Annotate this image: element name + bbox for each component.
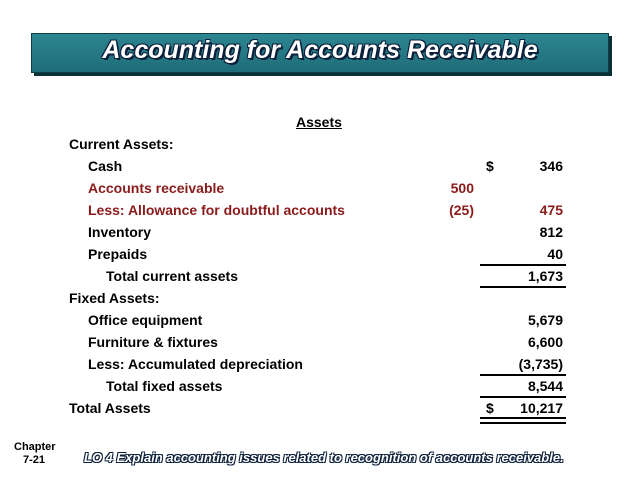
furniture-value: 6,600 [527,334,563,350]
depreciation-row [0,354,638,374]
chapter-word: Chapter [14,441,56,453]
furniture-label: Furniture & fixtures [88,334,218,350]
assets-header-row [0,112,638,132]
prepaids-row [0,244,638,264]
total-current-assets-value: 1,673 [527,268,563,284]
office-equipment-value: 5,679 [527,312,563,328]
furniture-row [0,332,638,352]
total-assets-value: 10,217 [520,400,563,416]
chapter-label [14,441,54,467]
total-current-assets-label: Total current assets [106,268,239,284]
slide-title: Accounting for Accounts Receivable [102,36,538,64]
accounts-receivable-row [0,178,638,198]
learning-objective: LO 4 Explain accounting issues related to recognition of accounts receivable. [84,450,564,465]
cash-dollar-sign: $ [486,158,494,174]
total-assets-dollar-sign: $ [486,400,494,416]
accounts-receivable-label: Accounts receivable [88,180,225,196]
office-equipment-row [0,310,638,330]
allowance-value: (25) [449,202,474,218]
office-equipment-label: Office equipment [88,312,203,328]
cash-value: 346 [539,158,563,174]
total-fixed-assets-label: Total fixed assets [106,378,223,394]
prepaids-value: 40 [547,246,563,262]
fixed-assets-heading: Fixed Assets: [69,290,160,306]
title-banner [31,33,609,73]
total-fixed-assets-value: 8,544 [527,378,563,394]
total-assets-double-underline [480,417,566,424]
assets-header: Assets [296,114,342,130]
inventory-row [0,222,638,242]
cash-label: Cash [88,158,123,174]
net-receivable-value: 475 [539,202,563,218]
allowance-label: Less: Allowance for doubtful accounts [88,202,345,218]
chapter-number: 7-21 [22,454,46,466]
depreciation-label: Less: Accumulated depreciation [88,356,303,372]
fixed-assets-heading-row [0,288,638,308]
current-assets-heading-row [0,134,638,154]
total-current-assets-row [0,266,638,286]
total-assets-label: Total Assets [69,400,151,416]
cash-row [0,156,638,176]
depreciation-value: (3,735) [518,356,563,372]
allowance-row [0,200,638,220]
inventory-label: Inventory [88,224,152,240]
total-assets-row [0,398,638,418]
accounts-receivable-value: 500 [450,180,474,196]
total-fixed-assets-row [0,376,638,396]
current-assets-heading: Current Assets: [69,136,174,152]
prepaids-label: Prepaids [88,246,148,262]
inventory-value: 812 [539,224,563,240]
